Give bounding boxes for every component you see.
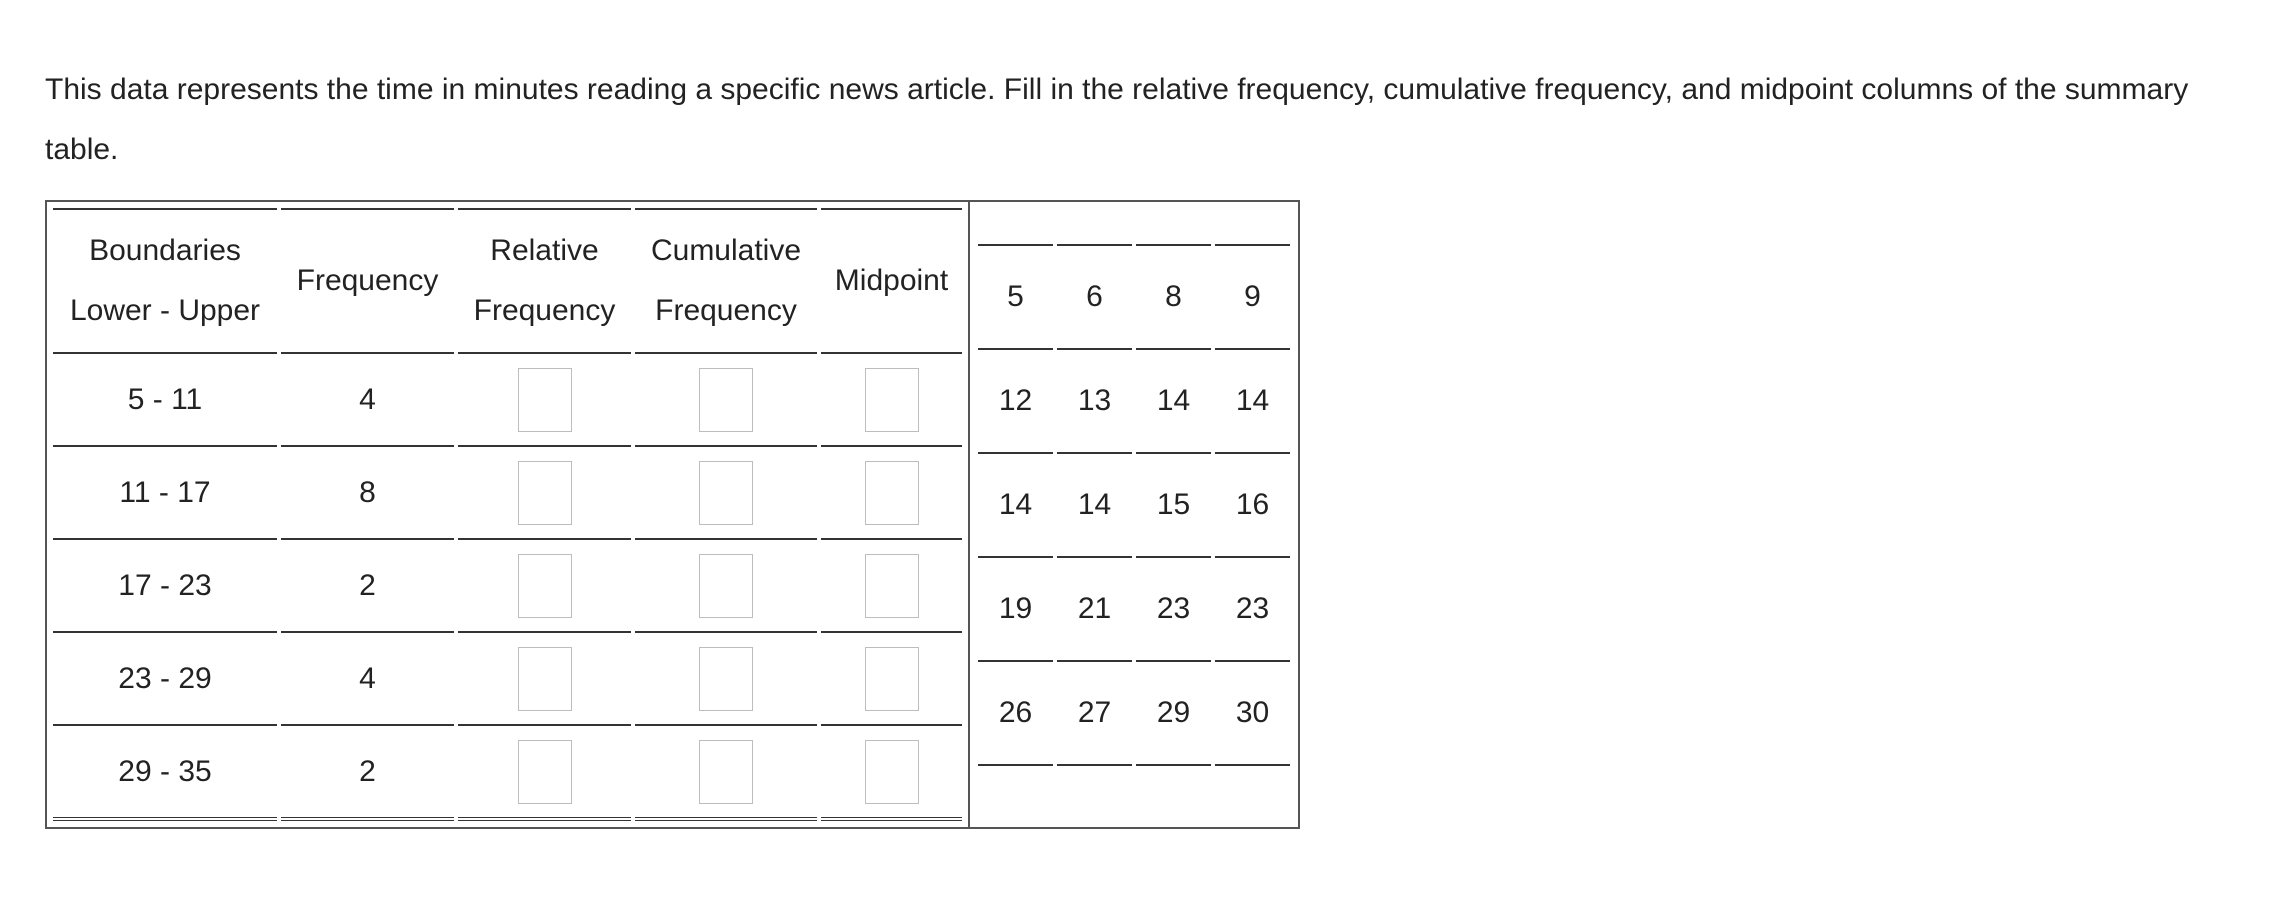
raw-data-value: 23: [1136, 558, 1211, 662]
frequency-cell: 8: [281, 447, 454, 540]
raw-data-top-spacer: [978, 208, 1290, 244]
raw-data-value: 13: [1057, 350, 1132, 454]
header-boundaries-line1: Boundaries: [89, 234, 241, 267]
cumulative-frequency-cell: [635, 633, 817, 726]
table-row: [53, 354, 962, 447]
header-boundaries: [53, 208, 277, 354]
relative-frequency-cell: [458, 354, 631, 447]
cumulative-frequency-cell: [635, 354, 817, 447]
raw-data-section: [970, 202, 1298, 827]
midpoint-input[interactable]: [865, 368, 919, 432]
raw-data-row: [978, 454, 1290, 558]
raw-data-value: 21: [1057, 558, 1132, 662]
table-row: [53, 540, 962, 633]
raw-data-value: 5: [978, 244, 1053, 350]
relative-frequency-input[interactable]: [518, 368, 572, 432]
cumulative-frequency-input[interactable]: [699, 554, 753, 618]
cumulative-frequency-input[interactable]: [699, 461, 753, 525]
header-frequency: Frequency: [281, 208, 454, 354]
raw-data-table: [974, 244, 1294, 766]
midpoint-cell: [821, 540, 962, 633]
raw-data-value: 26: [978, 662, 1053, 766]
boundaries-cell: 23 - 29: [53, 633, 277, 726]
boundaries-cell: 17 - 23: [53, 540, 277, 633]
midpoint-cell: [821, 726, 962, 821]
raw-data-row: [978, 350, 1290, 454]
relative-frequency-cell: [458, 540, 631, 633]
raw-data-value: 14: [1136, 350, 1211, 454]
table-row: [53, 633, 962, 726]
header-relative-line1: Relative: [490, 234, 599, 267]
summary-header-row: [53, 208, 962, 354]
question-text: This data represents the time in minutes reading a specific news article. Fill in the relative frequency, cumulative frequency, and midpoint columns of the summary table.: [45, 73, 2189, 166]
relative-frequency-cell: [458, 633, 631, 726]
midpoint-input[interactable]: [865, 554, 919, 618]
midpoint-cell: [821, 354, 962, 447]
relative-frequency-cell: [458, 726, 631, 821]
raw-data-value: 23: [1215, 558, 1290, 662]
raw-data-value: 19: [978, 558, 1053, 662]
header-cumulative-frequency: [635, 208, 817, 354]
summary-table-section: [47, 202, 970, 827]
raw-data-value: 16: [1215, 454, 1290, 558]
midpoint-input[interactable]: [865, 461, 919, 525]
raw-data-bottom-spacer: [978, 766, 1290, 804]
raw-data-row: [978, 244, 1290, 350]
relative-frequency-cell: [458, 447, 631, 540]
relative-frequency-input[interactable]: [518, 461, 572, 525]
question-table-container: [45, 200, 1300, 829]
boundaries-cell: 5 - 11: [53, 354, 277, 447]
raw-data-value: 14: [978, 454, 1053, 558]
cumulative-frequency-input[interactable]: [699, 740, 753, 804]
relative-frequency-input[interactable]: [518, 740, 572, 804]
frequency-cell: 4: [281, 354, 454, 447]
header-cumulative-line2: Frequency: [655, 294, 797, 327]
raw-data-value: 14: [1057, 454, 1132, 558]
frequency-cell: 2: [281, 726, 454, 821]
raw-data-row: [978, 662, 1290, 766]
cumulative-frequency-cell: [635, 447, 817, 540]
frequency-cell: 2: [281, 540, 454, 633]
header-relative-line2: Frequency: [473, 294, 616, 327]
raw-data-value: 29: [1136, 662, 1211, 766]
midpoint-cell: [821, 633, 962, 726]
boundaries-cell: 11 - 17: [53, 447, 277, 540]
raw-data-value: 27: [1057, 662, 1132, 766]
table-row: [53, 726, 962, 821]
raw-data-value: 9: [1215, 244, 1290, 350]
table-row: [53, 447, 962, 540]
boundaries-cell: 29 - 35: [53, 726, 277, 821]
cumulative-frequency-cell: [635, 726, 817, 821]
raw-data-row: [978, 558, 1290, 662]
relative-frequency-input[interactable]: [518, 554, 572, 618]
raw-data-value: 8: [1136, 244, 1211, 350]
cumulative-frequency-input[interactable]: [699, 368, 753, 432]
raw-data-value: 6: [1057, 244, 1132, 350]
header-relative-frequency: [458, 208, 631, 354]
midpoint-input[interactable]: [865, 647, 919, 711]
header-cumulative-line1: Cumulative: [650, 234, 802, 267]
cumulative-frequency-input[interactable]: [699, 647, 753, 711]
midpoint-input[interactable]: [865, 740, 919, 804]
raw-data-value: 15: [1136, 454, 1211, 558]
cumulative-frequency-cell: [635, 540, 817, 633]
frequency-cell: 4: [281, 633, 454, 726]
raw-data-value: 12: [978, 350, 1053, 454]
raw-data-value: 14: [1215, 350, 1290, 454]
summary-table: [49, 208, 966, 821]
midpoint-cell: [821, 447, 962, 540]
header-midpoint: Midpoint: [821, 208, 962, 354]
header-boundaries-line2: Lower - Upper: [69, 294, 261, 327]
raw-data-value: 30: [1215, 662, 1290, 766]
relative-frequency-input[interactable]: [518, 647, 572, 711]
